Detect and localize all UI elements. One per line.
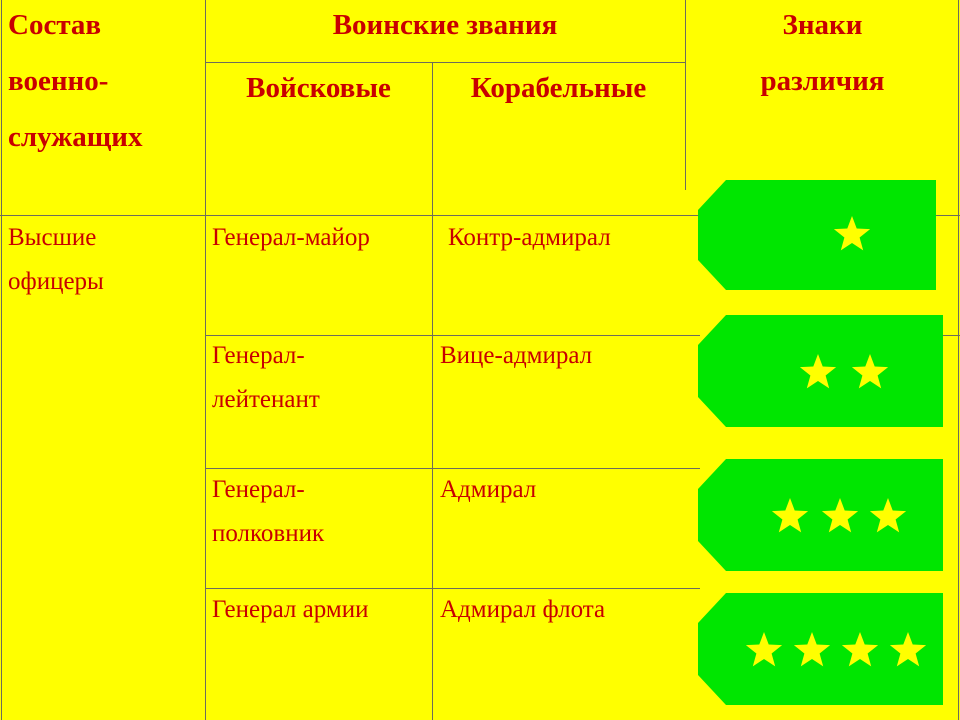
army-rank-1: Генерал-майор bbox=[212, 224, 370, 251]
shoulder-board bbox=[698, 180, 936, 290]
header-composition: Состав военно- служащих bbox=[8, 9, 143, 153]
header-ranks: Воинские звания bbox=[332, 9, 558, 41]
navy-rank-2: Вице-адмирал bbox=[440, 342, 593, 369]
shoulder-board-2-stars bbox=[698, 315, 943, 427]
grid-line bbox=[935, 215, 960, 216]
shoulder-board bbox=[698, 459, 943, 571]
army-rank-3: Генерал- полковник bbox=[212, 476, 325, 547]
navy-rank-3: Адмирал bbox=[440, 476, 537, 503]
group-senior-officers: Высшие офицеры bbox=[8, 224, 104, 295]
header-insignia: Знаки различия bbox=[760, 9, 885, 97]
grid-line bbox=[940, 335, 960, 336]
grid-line bbox=[1, 0, 2, 720]
navy-rank-1: Контр-адмирал bbox=[448, 224, 611, 251]
header-navy: Корабельные bbox=[470, 72, 647, 104]
header-army: Войсковые bbox=[246, 72, 391, 104]
shoulder-board-3-stars bbox=[698, 459, 943, 571]
navy-rank-4: Адмирал флота bbox=[440, 596, 606, 623]
grid-line bbox=[432, 62, 433, 720]
army-rank-2: Генерал- лейтенант bbox=[212, 342, 320, 413]
army-rank-4: Генерал армии bbox=[212, 596, 369, 623]
shoulder-board-4-stars bbox=[698, 593, 943, 705]
shoulder-board-1-star bbox=[698, 180, 936, 290]
